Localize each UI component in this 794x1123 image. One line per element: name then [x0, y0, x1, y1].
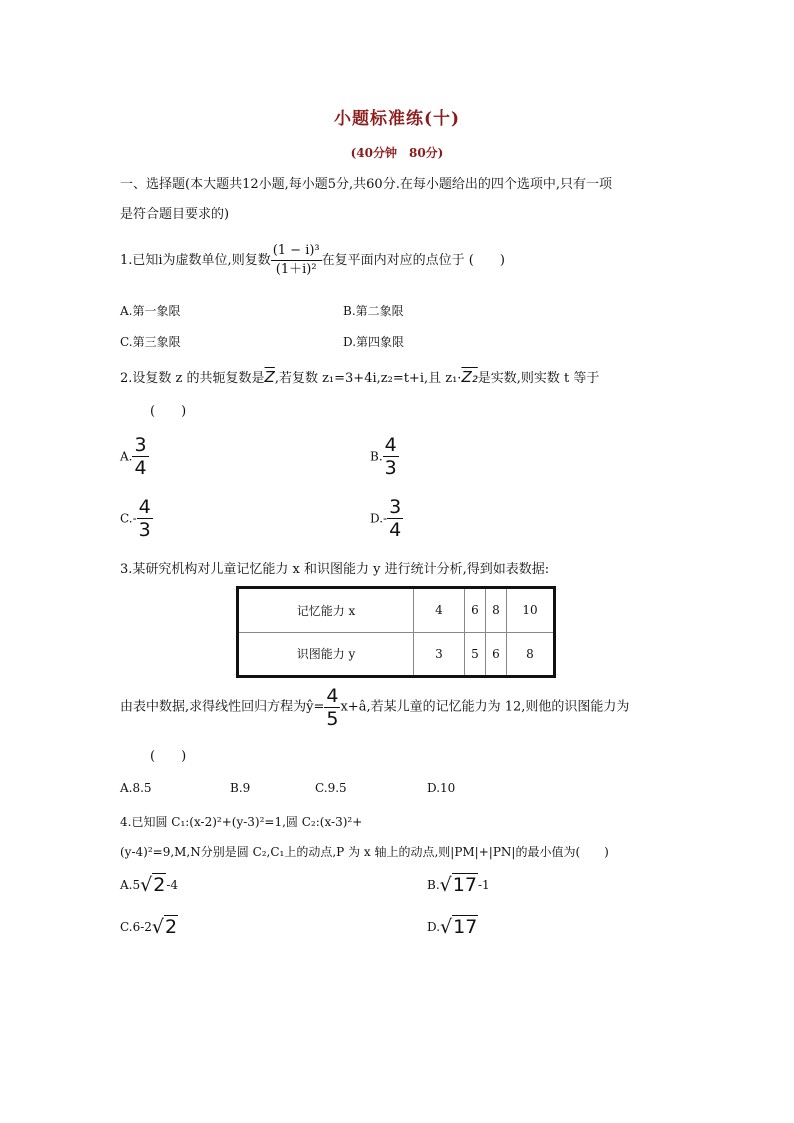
q2-option-d-sign: - — [383, 511, 388, 526]
q1-option-b[interactable]: B.第二象限 — [343, 304, 404, 318]
q2-option-b[interactable] — [370, 434, 399, 479]
q4-option-a-label: A.5 — [120, 878, 141, 892]
q4-option-b[interactable] — [427, 874, 490, 896]
table-cell: 8 — [486, 588, 507, 633]
q2-answer-paren: ( ) — [150, 404, 187, 419]
q2-option-a-num: 3 — [134, 434, 147, 456]
question-2 — [120, 368, 599, 388]
q2-option-d-label: D. — [370, 511, 384, 526]
q2-option-b-fraction — [383, 434, 399, 479]
q1-option-d[interactable]: D.第四象限 — [343, 335, 405, 349]
table-cell: 6 — [486, 632, 507, 677]
q1-fraction — [271, 242, 322, 279]
table-row-label: 记忆能力 x — [238, 588, 414, 633]
q2-prefix: 2.设复数 z 的共轭复数是 — [120, 371, 265, 386]
q4-option-d[interactable] — [427, 916, 478, 938]
q1-prefix: 1.已知i为虚数单位,则复数 — [120, 253, 271, 268]
q3-reg-prefix: 由表中数据,求得线性回归方程为ŷ= — [120, 699, 325, 715]
q1-option-c[interactable]: C.第三象限 — [120, 335, 181, 349]
q3-option-b[interactable]: B.9 — [230, 781, 251, 795]
q3-option-c[interactable]: C.9.5 — [315, 781, 347, 795]
question-3-intro: 3.某研究机构对儿童记忆能力 x 和识图能力 y 进行统计分析,得到如表数据: — [120, 562, 550, 577]
q4-option-c-sqrt: √2 — [151, 916, 178, 938]
table-row-label: 识图能力 y — [238, 632, 414, 677]
q3-reg-fraction — [324, 685, 340, 730]
q1-numerator: (1 − i)³ — [271, 242, 322, 261]
table-cell: 3 — [414, 632, 465, 677]
q2-option-a-den: 4 — [134, 457, 147, 479]
q2-option-d-num: 3 — [389, 496, 402, 518]
q2-option-c-sign: - — [132, 511, 137, 526]
q2-option-d[interactable] — [370, 496, 403, 541]
z-conjugate: $\overline{Z}$ — [264, 368, 275, 386]
page-subtitle: (40分钟 80分) — [350, 146, 444, 160]
question-3-regression — [120, 685, 629, 730]
q1-suffix: 在复平面内对应的点位于 ( ) — [321, 253, 505, 268]
q2-option-c-den: 3 — [138, 519, 151, 541]
q2-option-c-label: C. — [120, 511, 133, 526]
q3-reg-num: 4 — [326, 685, 339, 707]
q3-option-d[interactable]: D.10 — [427, 781, 456, 795]
q2-option-a[interactable] — [120, 434, 149, 479]
q2-mid: ,若复数 z₁=3+4i,z₂=t+i,且 z₁· — [274, 371, 462, 386]
q2-option-a-label: A. — [120, 449, 133, 464]
q2-option-a-fraction — [132, 434, 148, 479]
q3-reg-suffix: x+â,若某儿童的记忆能力为 12,则他的识图能力为 — [340, 699, 630, 715]
q2-suffix: 是实数,则实数 t 等于 — [477, 371, 600, 386]
q4-option-d-sqrt: √17 — [440, 916, 478, 938]
q2-option-d-den: 4 — [389, 519, 402, 541]
q2-option-c[interactable] — [120, 496, 153, 541]
q4-option-a-sqrt: √2 — [140, 874, 166, 896]
q4-option-b-radicand: 17 — [452, 874, 477, 896]
q2-option-b-num: 4 — [384, 434, 397, 456]
table-row — [238, 632, 555, 677]
page-title: 小题标准练(十) — [333, 109, 461, 129]
table-cell: 10 — [507, 588, 555, 633]
q4-option-c-label: C.6-2 — [120, 920, 152, 934]
q2-option-c-fraction — [137, 496, 153, 541]
q4-option-a-radicand: 2 — [153, 874, 166, 896]
question-1 — [120, 242, 505, 279]
q4-option-a-tail: -4 — [166, 878, 179, 892]
question-4-line2: (y-4)²=9,M,N分别是圆 C₂,C₁上的动点,P 为 x 轴上的动点,则|PM|+|PN|的最小值为( ) — [120, 845, 609, 859]
q1-denominator: (1＋i)² — [275, 262, 317, 277]
table-cell: 4 — [414, 588, 465, 633]
q4-option-b-label: B. — [427, 878, 440, 892]
q2-option-c-num: 4 — [138, 496, 151, 518]
q4-option-c-radicand: 2 — [165, 916, 178, 938]
q4-option-c[interactable] — [120, 916, 178, 938]
table-cell: 6 — [465, 588, 486, 633]
section-instruction-line2: 是符合题目要求的) — [120, 207, 230, 222]
section-instruction-line1: 一、选择题(本大题共12小题,每小题5分,共60分.在每小题给出的四个选项中,只有一项 — [120, 177, 612, 192]
q4-option-a[interactable] — [120, 874, 178, 896]
q3-reg-den: 5 — [326, 708, 339, 730]
question-4-line1: 4.已知圆 C₁:(x-2)²+(y-3)²=1,圆 C₂:(x-3)²+ — [120, 815, 363, 829]
q4-option-d-label: D. — [427, 920, 441, 934]
data-table — [236, 586, 556, 678]
q4-option-b-tail: -1 — [477, 878, 490, 892]
z2-conjugate: Z₂ — [461, 368, 478, 386]
table-cell: 5 — [465, 632, 486, 677]
q3-answer-paren: ( ) — [150, 749, 187, 764]
q4-option-b-sqrt: √17 — [439, 874, 477, 896]
q3-option-a[interactable]: A.8.5 — [120, 781, 152, 795]
table-cell: 8 — [507, 632, 555, 677]
q2-option-b-label: B. — [370, 449, 383, 464]
q2-option-d-fraction — [387, 496, 403, 541]
table-row — [238, 588, 555, 633]
q4-option-d-radicand: 17 — [453, 916, 478, 938]
q1-option-a[interactable]: A.第一象限 — [120, 304, 181, 318]
q2-option-b-den: 3 — [384, 457, 397, 479]
